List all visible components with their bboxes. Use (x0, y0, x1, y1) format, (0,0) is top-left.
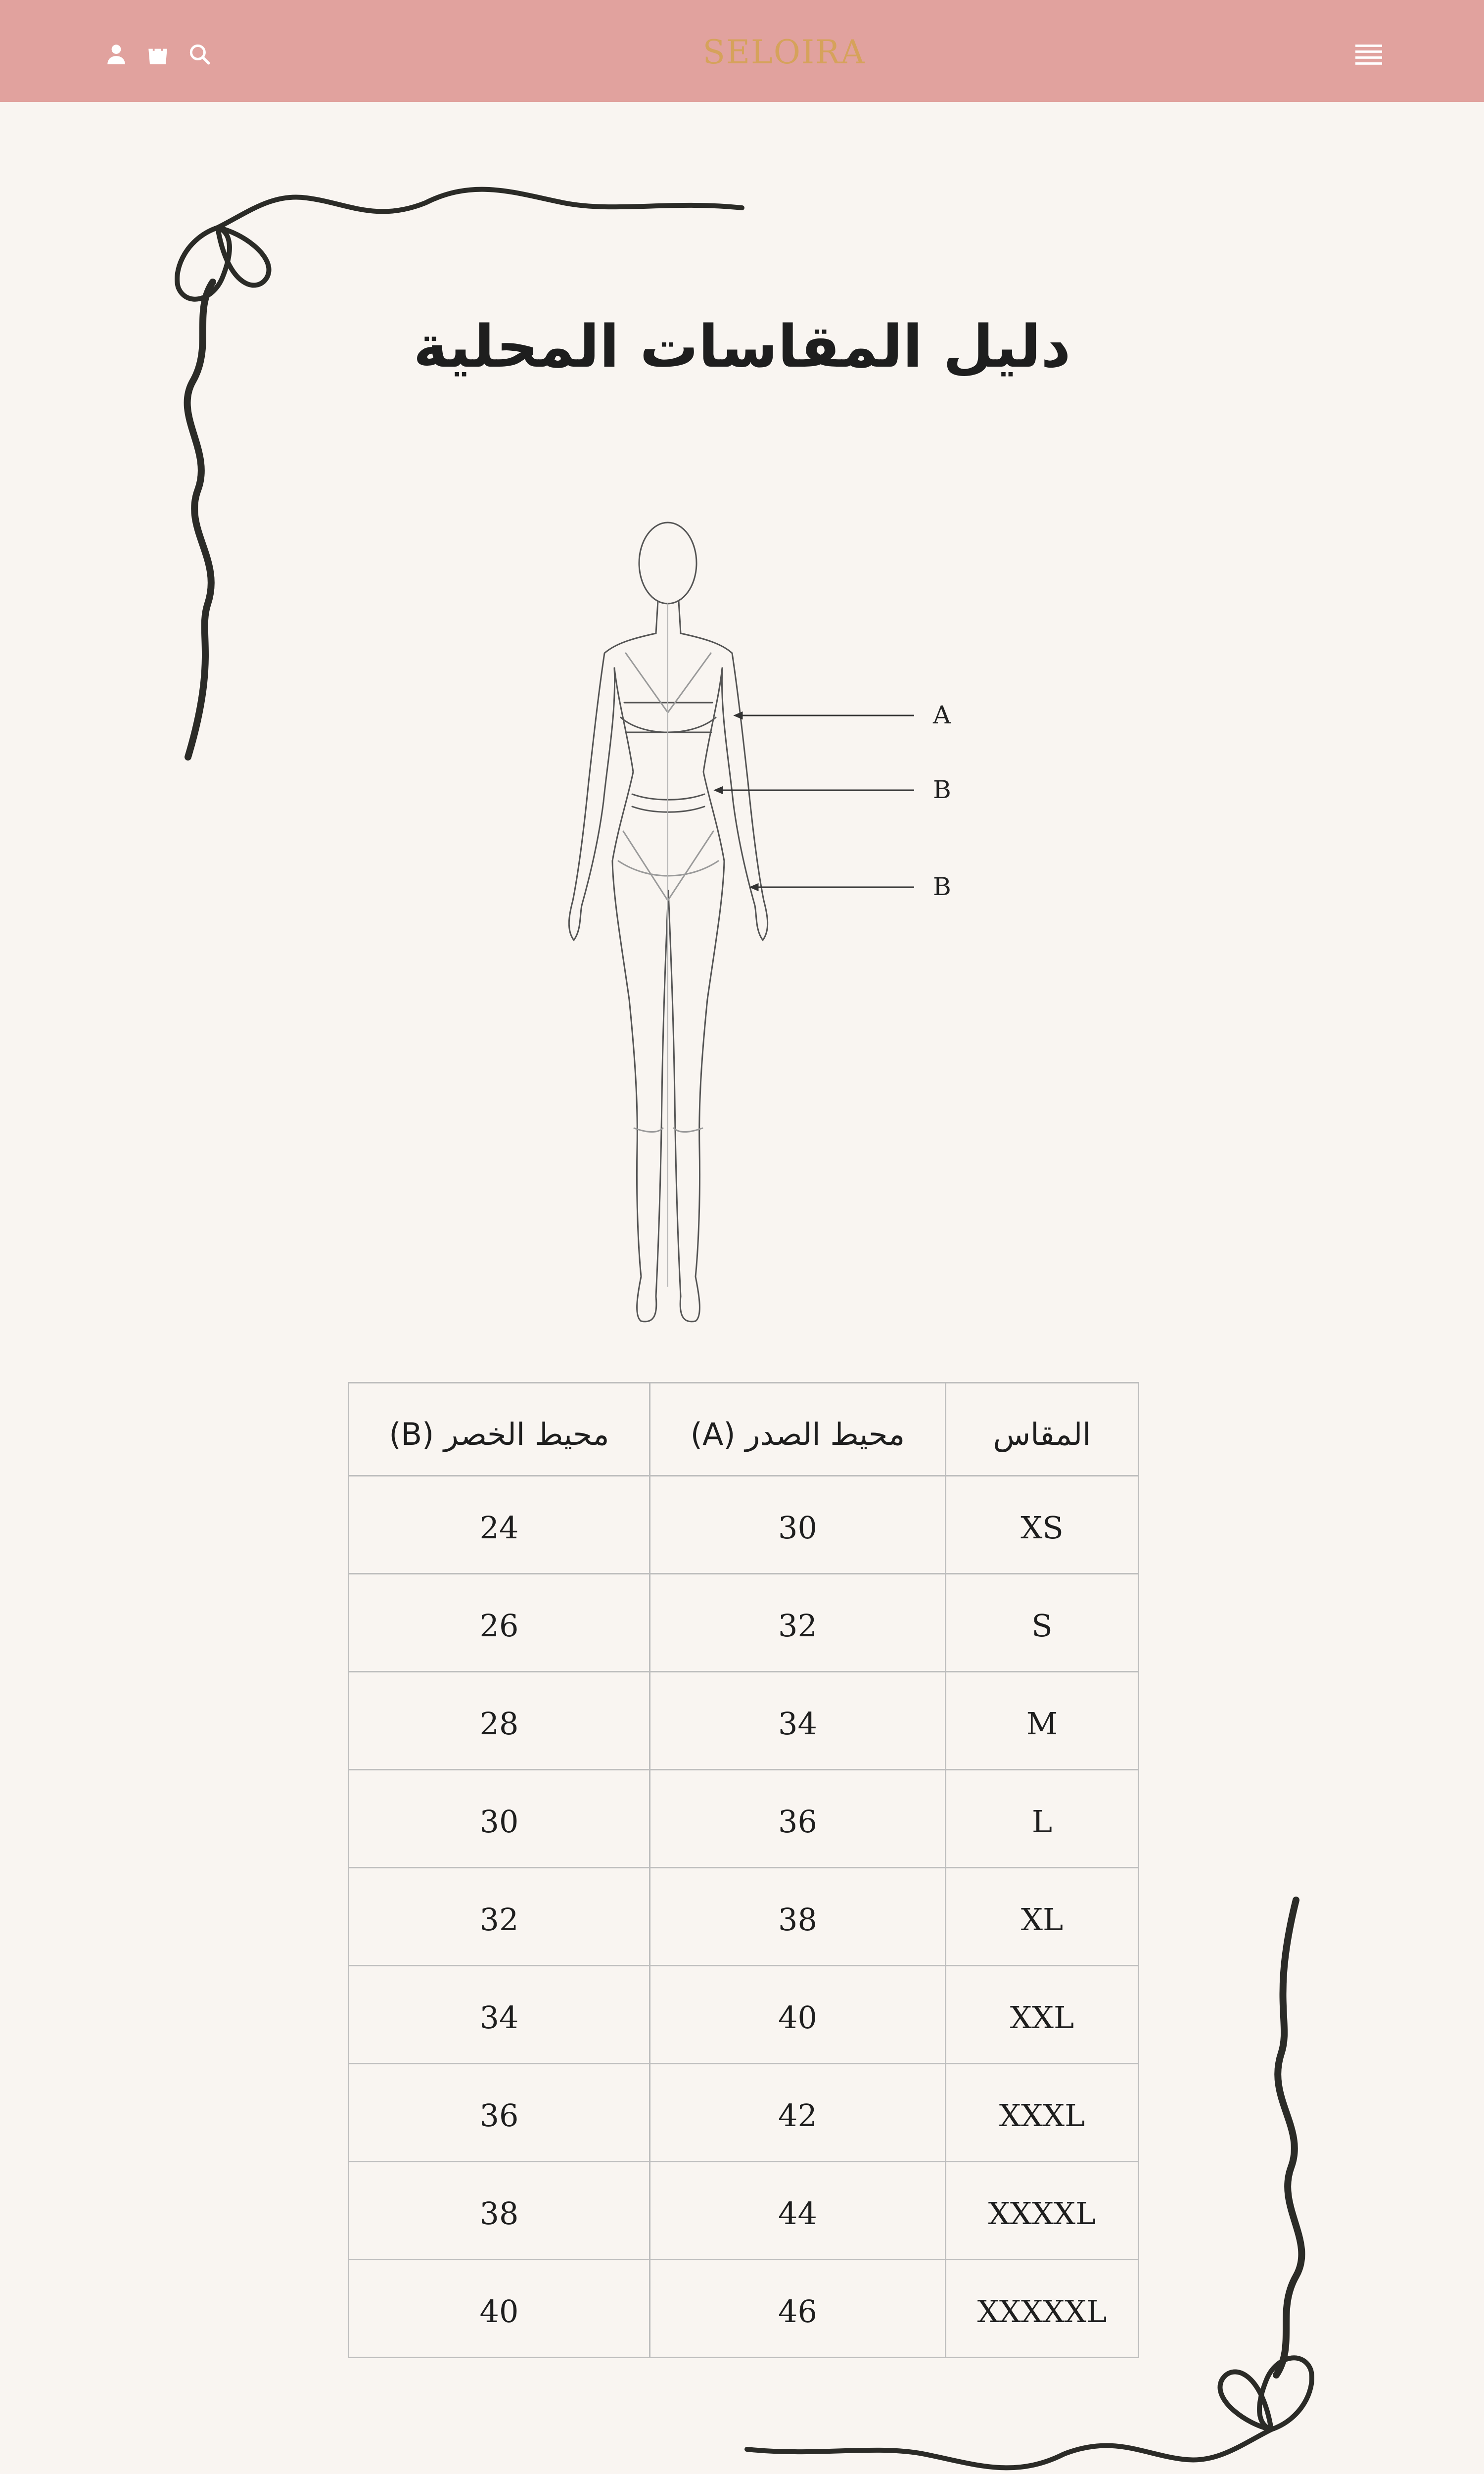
cell-bust: 30 (650, 1476, 946, 1574)
cell-waist: 26 (349, 1574, 650, 1672)
user-icon[interactable] (104, 42, 129, 66)
table-row (349, 2260, 1139, 2358)
cell-size: XXXXL (946, 2162, 1139, 2260)
header-logo[interactable]: SELOIRA (702, 33, 866, 71)
table-row (349, 1868, 1139, 1966)
cell-bust: 36 (650, 1770, 946, 1868)
cell-waist: 36 (349, 2064, 650, 2162)
body-measurement-figure (519, 505, 965, 1331)
table-row (349, 1966, 1139, 2064)
page-title: دليل المقاسات المحلية (413, 312, 1071, 381)
cell-waist: 24 (349, 1476, 650, 1574)
header-bust: محيط الصدر (A) (650, 1383, 946, 1476)
cell-bust: 46 (650, 2260, 946, 2358)
cell-size: XXXL (946, 2064, 1139, 2162)
cell-bust: 32 (650, 1574, 946, 1672)
table-row (349, 1574, 1139, 1672)
measurement-label-a: A (933, 701, 951, 729)
menu-icon[interactable] (1355, 44, 1382, 65)
table-row (349, 2162, 1139, 2260)
cell-bust: 44 (650, 2162, 946, 2260)
cell-bust: 38 (650, 1868, 946, 1966)
cell-size: XL (946, 1868, 1139, 1966)
size-chart-table (348, 1382, 1139, 2358)
measurement-label-b-waist: B (933, 775, 951, 804)
female-figure-sketch (519, 505, 965, 1331)
search-icon[interactable] (187, 42, 212, 66)
cell-size: S (946, 1574, 1139, 1672)
size-table-body (349, 1476, 1139, 2358)
table-row (349, 1770, 1139, 1868)
cell-waist: 40 (349, 2260, 650, 2358)
cell-size: M (946, 1672, 1139, 1770)
cell-bust: 42 (650, 2064, 946, 2162)
cell-size: XXXXXL (946, 2260, 1139, 2358)
cell-waist: 28 (349, 1672, 650, 1770)
shopping-bag-icon[interactable] (145, 42, 170, 66)
cell-waist: 32 (349, 1868, 650, 1966)
table-row (349, 2064, 1139, 2162)
header-icons (104, 42, 212, 66)
header-size: المقاس (946, 1383, 1139, 1476)
table-row (349, 1672, 1139, 1770)
measurement-label-b-hip: B (933, 872, 951, 901)
cell-size: L (946, 1770, 1139, 1868)
table-row (349, 1476, 1139, 1574)
cell-bust: 34 (650, 1672, 946, 1770)
cell-size: XXL (946, 1966, 1139, 2064)
cell-size: XS (946, 1476, 1139, 1574)
cell-waist: 34 (349, 1966, 650, 2064)
cell-bust: 40 (650, 1966, 946, 2064)
cell-waist: 38 (349, 2162, 650, 2260)
cell-waist: 30 (349, 1770, 650, 1868)
table-header-row (349, 1383, 1139, 1476)
header-waist: محيط الخصر (B) (349, 1383, 650, 1476)
site-header (0, 0, 1484, 102)
